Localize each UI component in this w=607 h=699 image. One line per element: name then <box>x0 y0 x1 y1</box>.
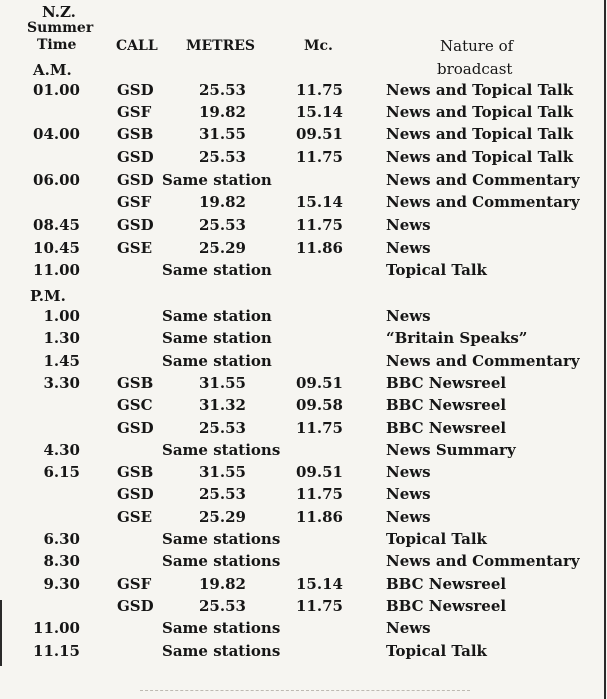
row-call: GSB <box>117 463 154 482</box>
row-metres: 31.55 <box>199 125 246 143</box>
row-mc: 15.14 <box>296 103 343 121</box>
row-time: 4.30 <box>43 440 80 459</box>
row-nature: “Britain Speaks” <box>386 329 528 348</box>
row-nature: Topical Talk <box>386 530 487 548</box>
table-row <box>0 417 600 439</box>
table-row <box>0 237 600 259</box>
row-call: GSC <box>117 396 153 415</box>
row-time: 8.30 <box>43 552 80 571</box>
table-row <box>0 146 600 168</box>
row-same-station: Same station <box>162 171 272 189</box>
header-nature-line1: Nature of <box>440 37 514 55</box>
row-time: 08.45 <box>33 216 80 234</box>
row-call: GSD <box>117 596 154 615</box>
table-row <box>0 123 600 145</box>
row-nature: BBC Newsreel <box>386 373 507 392</box>
row-metres: 31.55 <box>199 373 246 392</box>
table-row <box>0 350 600 372</box>
row-mc: 11.86 <box>296 239 343 257</box>
row-call: GSB <box>117 125 154 143</box>
row-call: GSD <box>117 485 154 504</box>
row-nature: News <box>386 307 431 325</box>
table-row <box>0 327 600 349</box>
row-same-station: Same stations <box>162 530 281 548</box>
row-same-station: Same station <box>162 261 272 279</box>
row-metres: 31.55 <box>199 463 246 482</box>
row-time: 04.00 <box>33 125 80 143</box>
row-time: 9.30 <box>43 574 80 593</box>
table-row <box>0 550 600 572</box>
row-metres: 25.29 <box>199 507 246 526</box>
header-mc: Mc. <box>304 38 333 54</box>
table-row <box>0 483 600 505</box>
row-metres: 25.53 <box>199 81 246 99</box>
section-pm: P.M. <box>30 287 66 305</box>
row-mc: 11.75 <box>296 81 343 99</box>
row-time: 11.00 <box>33 619 80 638</box>
row-time: 11.15 <box>33 641 80 660</box>
table-row <box>0 214 600 236</box>
row-call: GSD <box>117 148 154 166</box>
header-time-line2: Summer <box>27 20 94 36</box>
table-row <box>0 372 600 394</box>
row-metres: 19.82 <box>199 574 246 593</box>
table-row <box>0 506 600 528</box>
row-time: 10.45 <box>33 239 80 257</box>
row-call: GSF <box>117 193 152 211</box>
table-row <box>0 617 600 639</box>
table-row <box>0 439 600 461</box>
row-time: 6.15 <box>43 463 80 482</box>
header-metres: METRES <box>186 38 256 54</box>
row-same-station: Same station <box>162 307 272 325</box>
table-row <box>0 169 600 191</box>
row-nature: News and Commentary <box>386 351 580 370</box>
row-call: GSF <box>117 103 152 121</box>
row-call: GSF <box>117 574 152 593</box>
row-nature: News and Commentary <box>386 171 580 189</box>
row-nature: News <box>386 507 431 526</box>
row-call: GSD <box>117 81 154 99</box>
row-nature: News and Topical Talk <box>386 148 574 166</box>
row-nature: News Summary <box>386 440 516 459</box>
row-same-station: Same stations <box>162 641 281 660</box>
row-mc: 11.75 <box>296 216 343 234</box>
row-nature: News <box>386 239 431 257</box>
row-nature: News and Commentary <box>386 193 580 211</box>
row-mc: 09.51 <box>296 373 343 392</box>
row-call: GSD <box>117 171 154 189</box>
row-metres: 25.53 <box>199 216 246 234</box>
row-call: GSB <box>117 373 154 392</box>
table-row <box>0 191 600 213</box>
row-metres: 25.29 <box>199 239 246 257</box>
table-row <box>0 394 600 416</box>
row-metres: 25.53 <box>199 485 246 504</box>
row-same-station: Same station <box>162 351 272 370</box>
row-call: GSD <box>117 418 154 437</box>
row-time: 1.45 <box>43 351 80 370</box>
row-metres: 25.53 <box>199 418 246 437</box>
row-call: GSE <box>117 507 153 526</box>
row-mc: 11.86 <box>296 507 343 526</box>
row-metres: 25.53 <box>199 148 246 166</box>
header-call: CALL <box>116 38 158 54</box>
table-row <box>0 595 600 617</box>
row-mc: 11.75 <box>296 485 343 504</box>
row-mc: 09.51 <box>296 463 343 482</box>
row-metres: 25.53 <box>199 596 246 615</box>
row-nature: News <box>386 619 431 638</box>
row-mc: 09.51 <box>296 125 343 143</box>
row-mc: 11.75 <box>296 418 343 437</box>
header-time-line3: Time <box>37 37 77 53</box>
row-mc: 09.58 <box>296 396 343 415</box>
row-time: 1.00 <box>43 307 80 325</box>
row-nature: News <box>386 485 431 504</box>
row-nature: BBC Newsreel <box>386 396 507 415</box>
table-row <box>0 640 600 662</box>
table-row <box>0 573 600 595</box>
row-time: 01.00 <box>33 81 80 99</box>
row-mc: 15.14 <box>296 574 343 593</box>
row-same-station: Same station <box>162 329 272 348</box>
row-nature: News and Topical Talk <box>386 125 574 143</box>
row-nature: News <box>386 463 431 482</box>
row-metres: 31.32 <box>199 396 246 415</box>
row-nature: News and Topical Talk <box>386 81 574 99</box>
row-nature: BBC Newsreel <box>386 418 507 437</box>
table-row <box>0 79 600 101</box>
row-call: GSD <box>117 216 154 234</box>
row-mc: 11.75 <box>296 148 343 166</box>
table-row <box>0 259 600 281</box>
header-time-line1: N.Z. <box>42 3 76 21</box>
row-time: 06.00 <box>33 171 80 189</box>
row-metres: 19.82 <box>199 193 246 211</box>
row-metres: 19.82 <box>199 103 246 121</box>
row-call: GSE <box>117 239 153 257</box>
row-nature: BBC Newsreel <box>386 596 507 615</box>
row-time: 1.30 <box>43 329 80 348</box>
row-time: 6.30 <box>43 530 80 548</box>
row-time: 11.00 <box>33 261 80 279</box>
bottom-dashed-rule <box>140 690 470 692</box>
row-same-station: Same stations <box>162 619 281 638</box>
row-nature: News and Topical Talk <box>386 103 574 121</box>
table-row <box>0 101 600 123</box>
row-time: 3.30 <box>43 373 80 392</box>
row-same-station: Same stations <box>162 440 281 459</box>
row-same-station: Same stations <box>162 552 281 571</box>
row-mc: 15.14 <box>296 193 343 211</box>
table-row <box>0 528 600 550</box>
header-nature-line2: broadcast <box>437 60 513 78</box>
row-mc: 11.75 <box>296 596 343 615</box>
table-row <box>0 461 600 483</box>
section-am: A.M. <box>33 61 72 79</box>
right-border-rule <box>604 0 606 699</box>
row-nature: News <box>386 216 431 234</box>
row-nature: BBC Newsreel <box>386 574 507 593</box>
row-nature: Topical Talk <box>386 641 487 660</box>
table-row <box>0 305 600 327</box>
row-nature: Topical Talk <box>386 261 487 279</box>
row-nature: News and Commentary <box>386 552 580 571</box>
